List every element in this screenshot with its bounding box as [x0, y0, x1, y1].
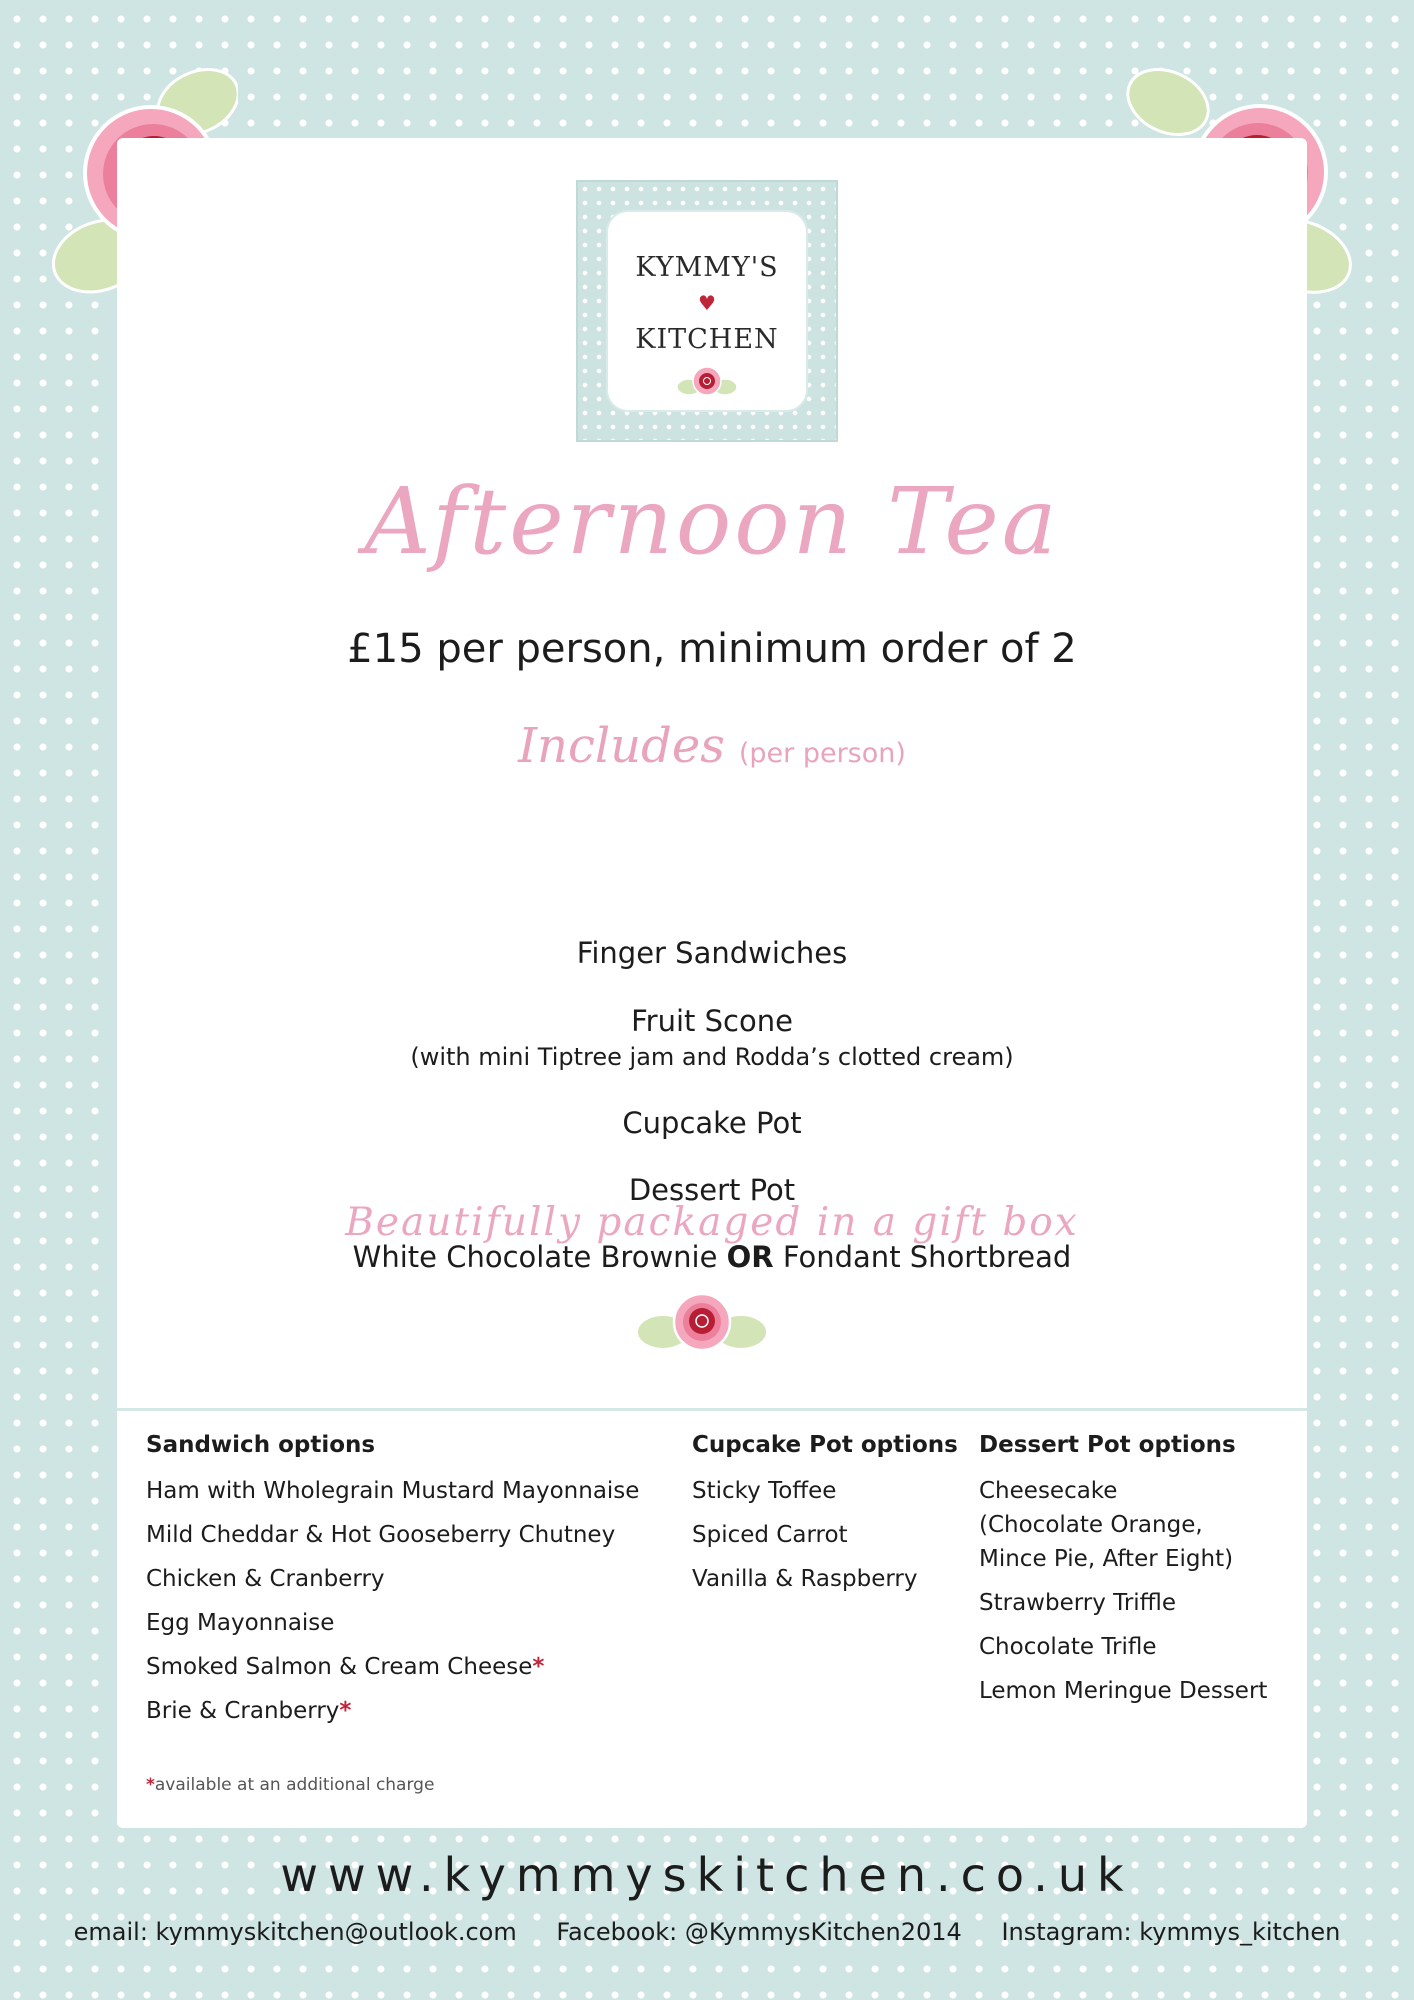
- logo-text-line2: KITCHEN: [635, 324, 779, 355]
- cupcake-options: [692, 1432, 958, 1606]
- heart-icon: ♥: [698, 291, 716, 315]
- list-item: Ham with Wholegrain Mustard Mayonnaise: [146, 1478, 640, 1504]
- item-dessert: Dessert Pot: [628, 1173, 796, 1207]
- item-scone-note: (with mini Tiptree jam and Rodda’s clotted cream): [410, 1043, 1014, 1071]
- list-item: Chocolate Trifle: [979, 1634, 1157, 1660]
- item-choice: [117, 1240, 1307, 1274]
- item-sandwiches: Finger Sandwiches: [576, 936, 848, 970]
- extra-charge-star: *: [339, 1698, 352, 1724]
- gift-note: Beautifully packaged in a gift box: [345, 1200, 1079, 1245]
- list-item: Vanilla & Raspberry: [692, 1566, 918, 1592]
- list-item: Lemon Meringue Dessert: [979, 1678, 1268, 1704]
- list-item: Egg Mayonnaise: [146, 1610, 335, 1636]
- small-rose-icon: [677, 363, 737, 403]
- website-url[interactable]: www.kymmyskitchen.co.uk: [280, 1848, 1134, 1902]
- list-item: Spiced Carrot: [692, 1522, 848, 1548]
- list-item: (Chocolate Orange,: [979, 1512, 1203, 1538]
- extra-charge-footnote: [146, 1775, 434, 1795]
- brand-logo: [576, 180, 838, 442]
- rose-divider-icon: [637, 1286, 767, 1366]
- cupcake-options-heading: Cupcake Pot options: [692, 1432, 958, 1458]
- email-contact[interactable]: email: kymmyskitchen@outlook.com: [73, 1918, 517, 1946]
- list-item: [146, 1694, 639, 1728]
- footnote-star: *: [146, 1775, 155, 1795]
- logo-panel: [614, 218, 800, 404]
- list-item: [146, 1650, 639, 1684]
- list-item: Strawberry Triffle: [979, 1590, 1177, 1616]
- section-divider: [117, 1408, 1307, 1411]
- list-item: Cheesecake: [979, 1478, 1118, 1504]
- price-line: £15 per person, minimum order of 2: [347, 626, 1077, 672]
- footnote-text: available at an additional charge: [154, 1775, 435, 1795]
- list-item-label: Smoked Salmon & Cream Cheese: [146, 1654, 533, 1680]
- includes-heading: [117, 718, 1307, 774]
- dessert-options-heading: Dessert Pot options: [979, 1432, 1236, 1458]
- instagram-contact[interactable]: Instagram: kymmys_kitchen: [1001, 1918, 1341, 1946]
- list-item: Mild Cheddar & Hot Gooseberry Chutney: [146, 1522, 616, 1548]
- choice-or: OR: [726, 1240, 774, 1274]
- sandwich-options-heading: Sandwich options: [146, 1432, 376, 1458]
- sandwich-options: [146, 1432, 639, 1738]
- extra-charge-star: *: [532, 1654, 545, 1680]
- list-item: Mince Pie, After Eight): [979, 1546, 1234, 1572]
- list-item: Sticky Toffee: [692, 1478, 837, 1504]
- list-item-label: Brie & Cranberry: [146, 1698, 340, 1724]
- page-title: Afternoon Tea: [364, 468, 1060, 575]
- logo-text-line1: KYMMY'S: [635, 252, 779, 283]
- facebook-contact[interactable]: Facebook: @KymmysKitchen2014: [556, 1918, 962, 1946]
- dessert-options: [979, 1432, 1267, 1718]
- list-item: Chicken & Cranberry: [146, 1566, 385, 1592]
- item-scone: Fruit Scone: [631, 1004, 793, 1038]
- includes-note: (per person): [738, 738, 906, 769]
- choice-a: White Chocolate Brownie: [352, 1240, 718, 1274]
- item-cupcake: Cupcake Pot: [622, 1106, 802, 1140]
- includes-label: Includes: [518, 718, 725, 774]
- menu-card: [117, 138, 1307, 1828]
- choice-b: Fondant Shortbread: [782, 1240, 1072, 1274]
- contact-line: [0, 1918, 1414, 1946]
